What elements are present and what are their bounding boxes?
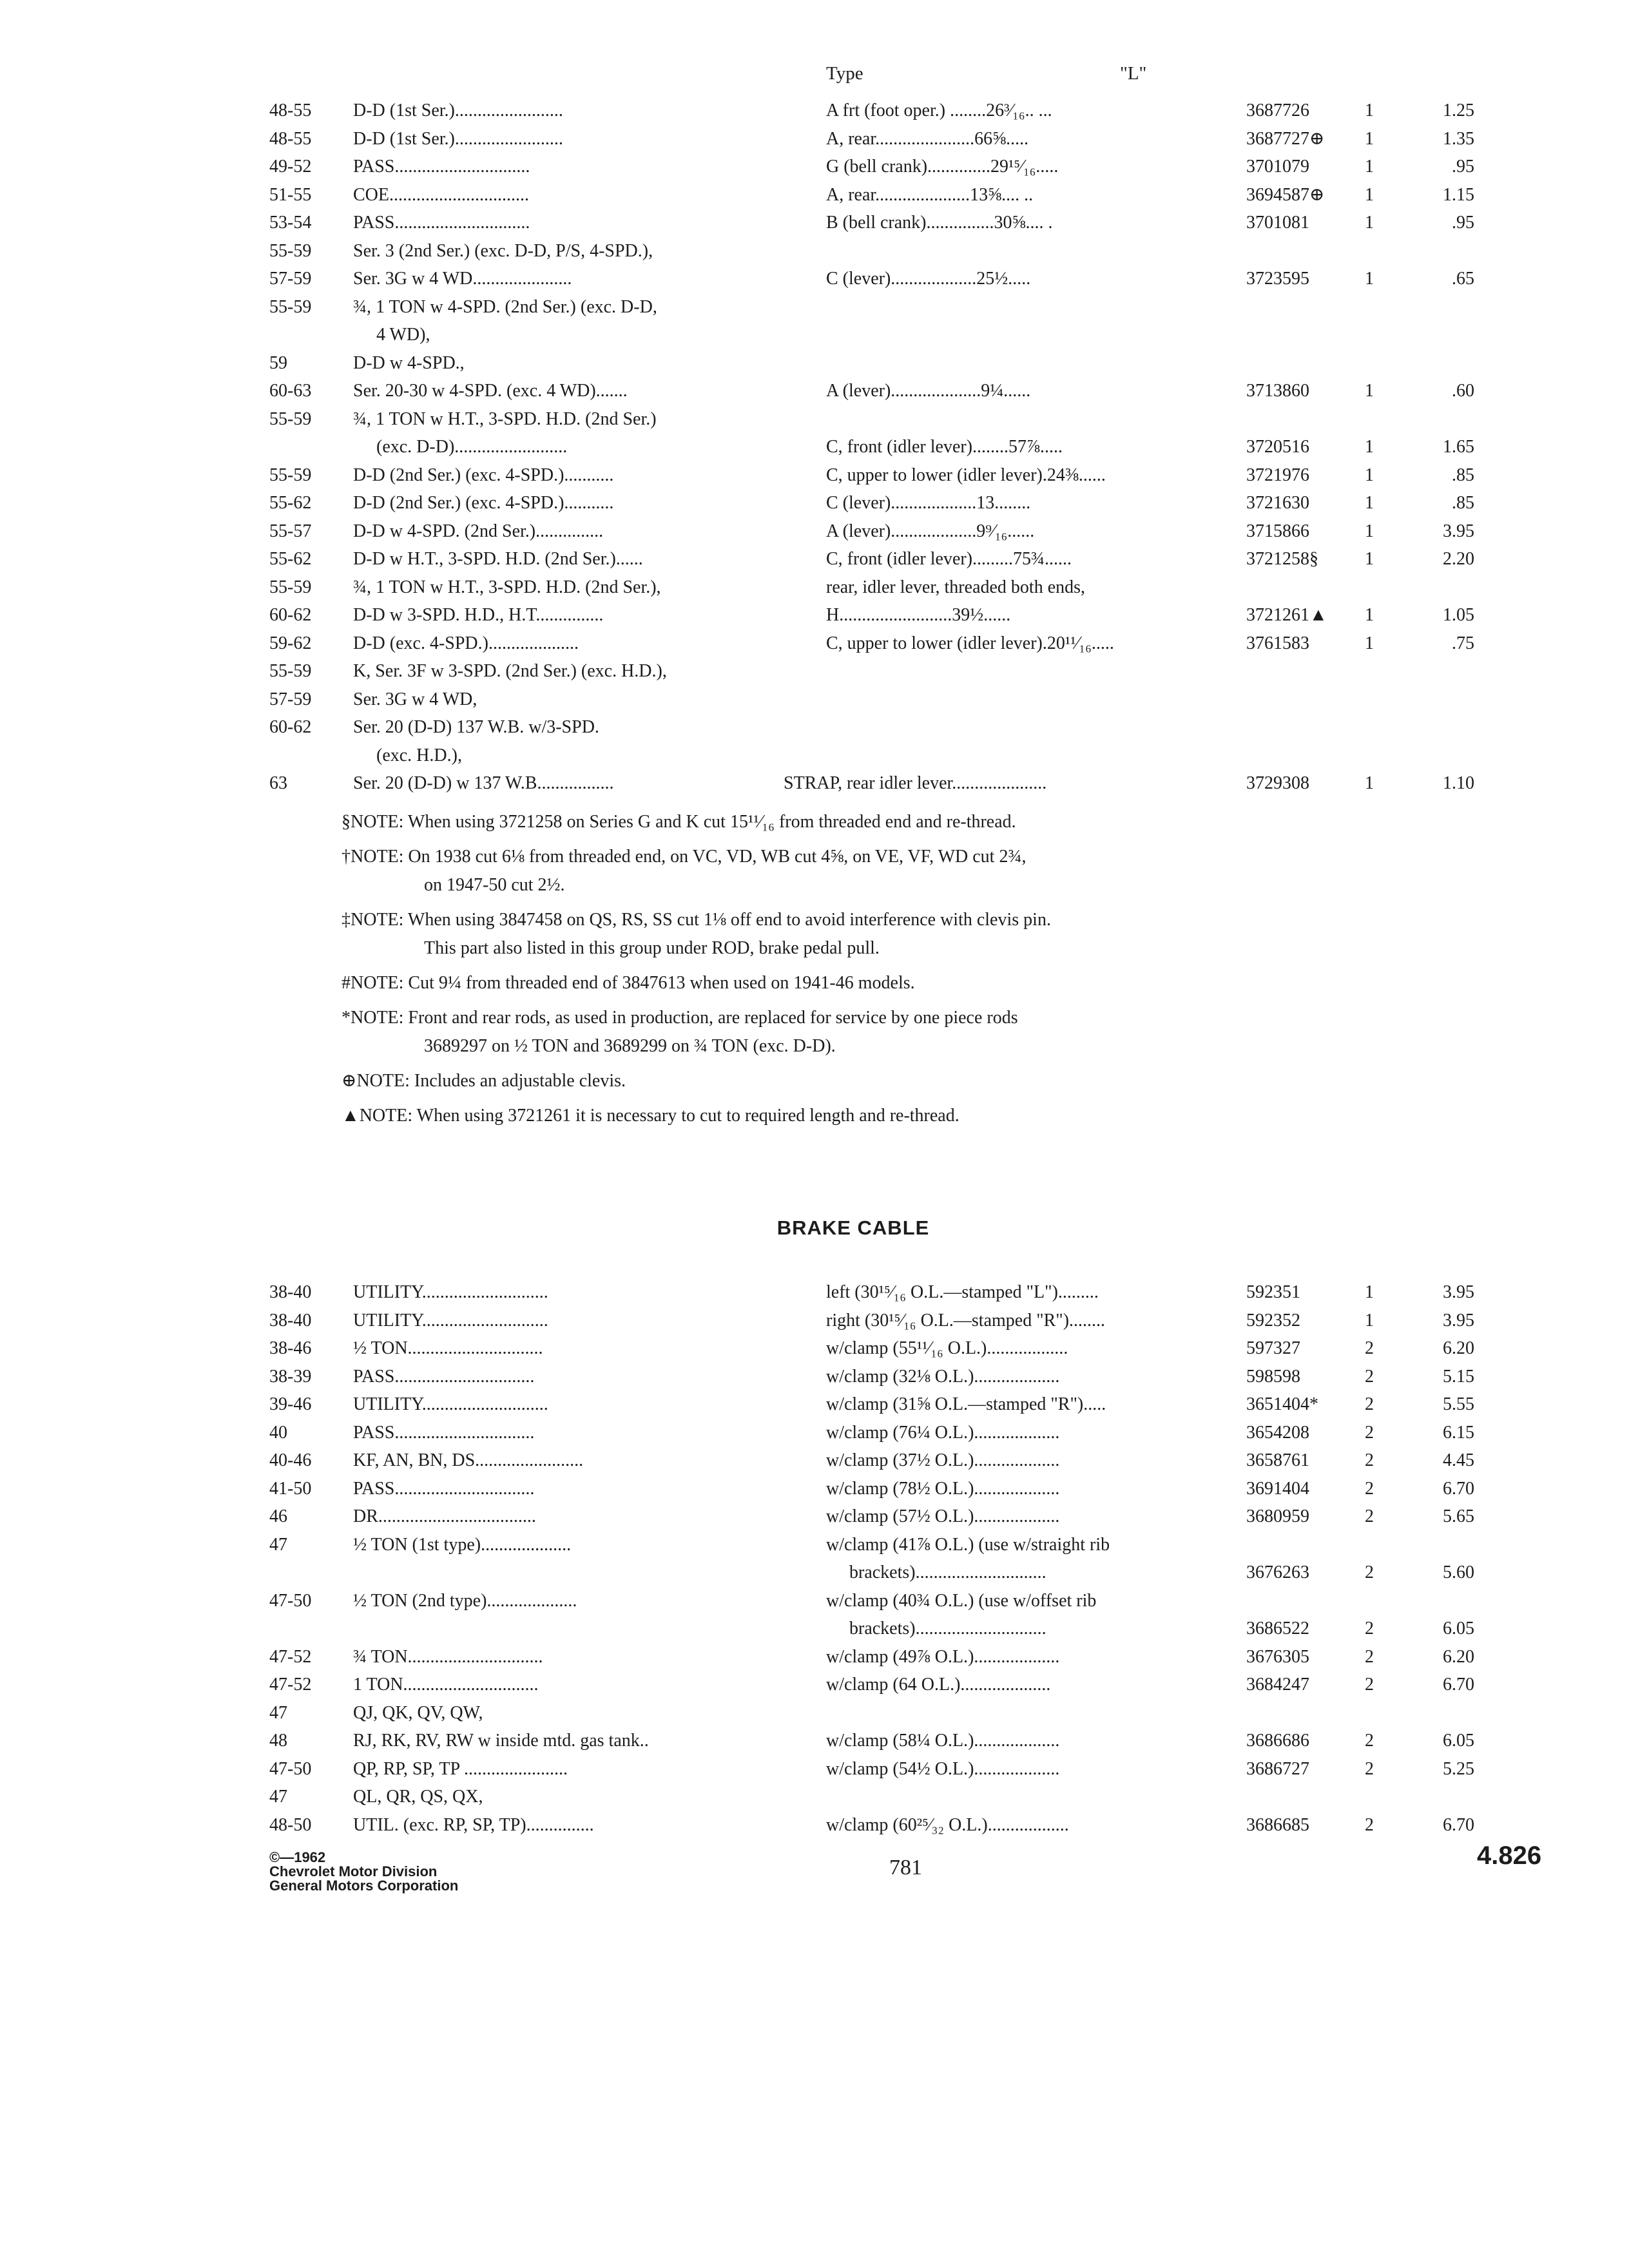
- year-cell: 55-62: [269, 493, 312, 513]
- price-cell: 4.45: [1443, 1450, 1474, 1470]
- quantity-cell: 1: [1365, 184, 1374, 205]
- description-cell: C (lever)...................25½.....: [826, 269, 1031, 289]
- quantity-cell: 2: [1365, 1450, 1374, 1470]
- year-cell: 47: [269, 1787, 287, 1807]
- description-cell: C, front (idler lever)........57⅞.....: [826, 437, 1063, 457]
- table-row: [0, 657, 1629, 686]
- table-row: [0, 1475, 1629, 1503]
- table-row: [0, 713, 1629, 742]
- application-cell: D-D (1st Ser.)........................: [353, 101, 563, 120]
- table-row: [0, 1503, 1629, 1531]
- description-cell: w/clamp (32⅛ O.L.)...................: [826, 1366, 1060, 1387]
- application-cell: Ser. 20 (D-D) 137 W.B. w/3-SPD.: [353, 717, 599, 737]
- table-row: [0, 1531, 1629, 1559]
- part-number-cell: 3723595: [1246, 269, 1309, 289]
- price-cell: 1.35: [1443, 128, 1474, 149]
- quantity-cell: 2: [1365, 1506, 1374, 1526]
- part-number-cell: 3676305: [1246, 1646, 1309, 1667]
- table-row: [0, 293, 1629, 322]
- table-row: [0, 1671, 1629, 1699]
- table-row: [0, 181, 1629, 209]
- description-cell: C, upper to lower (idler lever).24⅜......: [826, 465, 1106, 485]
- price-cell: 6.70: [1443, 1478, 1474, 1499]
- table-row: [0, 1783, 1629, 1811]
- part-number-cell: 3715866: [1246, 521, 1309, 541]
- application-cell: D-D w 4-SPD.,: [353, 352, 465, 373]
- table-row: [0, 153, 1629, 181]
- description-cell: C, front (idler lever).........75¾......: [826, 549, 1072, 569]
- price-cell: .95: [1452, 157, 1474, 177]
- application-cell: ½ TON (1st type)....................: [353, 1534, 572, 1555]
- table-row: [0, 237, 1629, 265]
- price-cell: .75: [1452, 633, 1474, 653]
- description-cell: right (30¹⁵⁄₁₆ O.L.—stamped "R")........: [826, 1310, 1106, 1331]
- application-cell: D-D (2nd Ser.) (exc. 4-SPD.)...........: [353, 465, 614, 485]
- application-cell: D-D (exc. 4-SPD.)....................: [353, 633, 579, 653]
- price-cell: 3.95: [1443, 1310, 1474, 1331]
- application-cell: QP, RP, SP, TP .......................: [353, 1758, 568, 1779]
- quantity-cell: 2: [1365, 1422, 1374, 1443]
- note-continuation: This part also listed in this group under ROD, brake pedal pull.: [424, 938, 880, 958]
- table-row: [0, 1278, 1629, 1307]
- table-row: [0, 517, 1629, 546]
- year-cell: 48-50: [269, 1814, 312, 1835]
- table-row: [0, 489, 1629, 517]
- table-row: [0, 377, 1629, 405]
- part-number-cell: 3686522: [1246, 1619, 1309, 1639]
- table-row: [0, 349, 1629, 378]
- application-cell: KF, AN, BN, DS........................: [353, 1450, 584, 1470]
- note-item: [342, 843, 1269, 899]
- table-row: [0, 1699, 1629, 1727]
- description-cell: left (30¹⁵⁄₁₆ O.L.—stamped "L").........: [826, 1282, 1099, 1302]
- description-cell: A, rear......................66⅝.....: [826, 128, 1029, 149]
- description-cell: rear, idler lever, threaded both ends,: [826, 577, 1086, 597]
- description-cell: w/clamp (64 O.L.)....................: [826, 1675, 1051, 1695]
- part-number-cell: 3686685: [1246, 1814, 1309, 1835]
- quantity-cell: 2: [1365, 1338, 1374, 1358]
- year-cell: 60-63: [269, 381, 312, 401]
- description-cell: A (lever)...................9⁹⁄₁₆......: [826, 521, 1035, 541]
- year-cell: 48-55: [269, 101, 312, 120]
- table-row: [0, 545, 1629, 573]
- price-cell: .60: [1452, 381, 1474, 401]
- quantity-cell: 1: [1365, 381, 1374, 401]
- part-number-cell: 3721261▲: [1246, 605, 1327, 625]
- quantity-cell: 2: [1365, 1562, 1374, 1582]
- quantity-cell: 2: [1365, 1646, 1374, 1667]
- table-row: [0, 97, 1629, 125]
- year-cell: 48-55: [269, 128, 312, 149]
- brake-cable-table: [0, 1278, 1629, 1839]
- description-cell: w/clamp (76¼ O.L.)...................: [826, 1422, 1060, 1443]
- table-row: [0, 769, 1629, 798]
- table-row: [0, 461, 1629, 490]
- application-cell: 4 WD),: [376, 325, 430, 345]
- note-item: [342, 1067, 1269, 1095]
- description-cell: w/clamp (58¼ O.L.)...................: [826, 1731, 1060, 1751]
- part-number-cell: 3687726: [1246, 101, 1309, 120]
- table-row: [0, 686, 1629, 714]
- quantity-cell: 1: [1365, 157, 1374, 177]
- application-cell: QL, QR, QS, QX,: [353, 1787, 483, 1807]
- note-text: §NOTE: When using 3721258 on Series G and K cut 15¹¹⁄₁₆ from threaded end and re-thread.: [342, 812, 1016, 832]
- application-cell: (exc. H.D.),: [376, 745, 462, 765]
- application-cell: Ser. 20 (D-D) w 137 W.B.................: [353, 773, 614, 793]
- table-row: [0, 405, 1629, 434]
- table-row: [0, 1559, 1629, 1587]
- year-cell: 57-59: [269, 269, 312, 289]
- quantity-cell: 2: [1365, 1394, 1374, 1414]
- table-row: [0, 1587, 1629, 1615]
- year-cell: 59: [269, 352, 287, 373]
- part-number-cell: 598598: [1246, 1366, 1300, 1387]
- description-cell: w/clamp (31⅝ O.L.—stamped "R").....: [826, 1394, 1106, 1414]
- part-number-cell: 3658761: [1246, 1450, 1309, 1470]
- table-row: [0, 573, 1629, 602]
- note-text: †NOTE: On 1938 cut 6⅛ from threaded end, on VC, VD, WB cut 4⅝, on VE, VF, WD cut 2¾,: [342, 847, 1027, 867]
- part-number-cell: 3720516: [1246, 437, 1309, 457]
- table-row: [0, 321, 1629, 349]
- application-cell: ½ TON..............................: [353, 1338, 543, 1358]
- price-cell: 1.15: [1443, 184, 1474, 205]
- year-cell: 38-46: [269, 1338, 312, 1358]
- table-row: [0, 1419, 1629, 1447]
- application-cell: D-D w 4-SPD. (2nd Ser.)...............: [353, 521, 604, 541]
- year-cell: 48: [269, 1731, 287, 1751]
- part-number-cell: 3721976: [1246, 465, 1309, 485]
- price-cell: .85: [1452, 465, 1474, 485]
- application-cell: (exc. D-D).........................: [376, 437, 568, 457]
- l-column-header: "L": [1120, 63, 1147, 84]
- application-cell: COE...............................: [353, 184, 529, 205]
- price-cell: 5.65: [1443, 1506, 1474, 1526]
- quantity-cell: 1: [1365, 549, 1374, 569]
- quantity-cell: 2: [1365, 1814, 1374, 1835]
- quantity-cell: 1: [1365, 128, 1374, 149]
- price-cell: 6.05: [1443, 1619, 1474, 1639]
- table-row: [0, 1390, 1629, 1419]
- year-cell: 47-52: [269, 1646, 312, 1667]
- table-row: [0, 601, 1629, 629]
- quantity-cell: 1: [1365, 213, 1374, 233]
- table-row: [0, 265, 1629, 293]
- quantity-cell: 1: [1365, 269, 1374, 289]
- table-row: [0, 209, 1629, 237]
- description-cell: C (lever)...................13........: [826, 493, 1031, 513]
- year-cell: 38-39: [269, 1366, 312, 1387]
- note-continuation: 3689297 on ½ TON and 3689299 on ¾ TON (exc. D-D).: [424, 1036, 836, 1056]
- price-cell: 5.55: [1443, 1394, 1474, 1414]
- year-cell: 55-59: [269, 296, 312, 317]
- application-cell: D-D (1st Ser.)........................: [353, 128, 563, 149]
- quantity-cell: 2: [1365, 1478, 1374, 1499]
- part-number-cell: 3701079: [1246, 157, 1309, 177]
- part-number-cell: 3687727⊕: [1246, 128, 1325, 149]
- quantity-cell: 1: [1365, 493, 1374, 513]
- price-cell: 6.70: [1443, 1675, 1474, 1695]
- application-cell: 1 TON..............................: [353, 1675, 539, 1695]
- quantity-cell: 1: [1365, 465, 1374, 485]
- description-cell: H.........................39½......: [826, 605, 1011, 625]
- price-cell: 3.95: [1443, 521, 1474, 541]
- year-cell: 55-57: [269, 521, 312, 541]
- application-cell: K, Ser. 3F w 3-SPD. (2nd Ser.) (exc. H.D.),: [353, 661, 667, 681]
- price-cell: 6.20: [1443, 1338, 1474, 1358]
- year-cell: 55-59: [269, 240, 312, 261]
- quantity-cell: 2: [1365, 1619, 1374, 1639]
- price-cell: 1.25: [1443, 101, 1474, 120]
- description-cell: C, upper to lower (idler lever).20¹¹⁄₁₆.....: [826, 633, 1114, 653]
- part-number-cell: 592352: [1246, 1310, 1300, 1331]
- application-cell: UTILITY............................: [353, 1310, 548, 1331]
- description-cell: w/clamp (60²⁵⁄₃₂ O.L.)..................: [826, 1814, 1069, 1835]
- price-cell: 5.60: [1443, 1562, 1474, 1582]
- part-number-cell: 3686727: [1246, 1758, 1309, 1779]
- description-cell: STRAP, rear idler lever.....................: [784, 773, 1047, 793]
- year-cell: 60-62: [269, 717, 312, 737]
- description-cell: w/clamp (57½ O.L.)...................: [826, 1506, 1060, 1526]
- table-row: [0, 742, 1629, 770]
- year-cell: 57-59: [269, 689, 312, 709]
- price-cell: .65: [1452, 269, 1474, 289]
- year-cell: 40-46: [269, 1450, 312, 1470]
- part-number-cell: 3691404: [1246, 1478, 1309, 1499]
- table-row: [0, 433, 1629, 461]
- description-cell: A (lever)....................9¼......: [826, 381, 1031, 401]
- price-cell: 6.70: [1443, 1814, 1474, 1835]
- table-row: [0, 1811, 1629, 1840]
- year-cell: 53-54: [269, 213, 312, 233]
- application-cell: Ser. 20-30 w 4-SPD. (exc. 4 WD).......: [353, 381, 628, 401]
- year-cell: 55-59: [269, 408, 312, 429]
- part-number-cell: 597327: [1246, 1338, 1300, 1358]
- quantity-cell: 1: [1365, 1282, 1374, 1302]
- brake-rod-table: [0, 97, 1629, 798]
- quantity-cell: 1: [1365, 1310, 1374, 1331]
- price-cell: .95: [1452, 213, 1474, 233]
- quantity-cell: 2: [1365, 1731, 1374, 1751]
- description-cell: w/clamp (78½ O.L.)...................: [826, 1478, 1060, 1499]
- price-cell: 2.20: [1443, 549, 1474, 569]
- application-cell: RJ, RK, RV, RW w inside mtd. gas tank..: [353, 1731, 649, 1751]
- application-cell: ¾, 1 TON w H.T., 3-SPD. H.D. (2nd Ser.),: [353, 577, 661, 597]
- division-name: Chevrolet Motor Division: [269, 1863, 438, 1879]
- price-cell: 6.15: [1443, 1422, 1474, 1443]
- note-text: #NOTE: Cut 9¼ from threaded end of 3847613 when used on 1941-46 models.: [342, 973, 915, 993]
- description-cell: w/clamp (37½ O.L.)...................: [826, 1450, 1060, 1470]
- year-cell: 63: [269, 773, 287, 793]
- table-row: [0, 1446, 1629, 1475]
- description-cell: brackets).............................: [849, 1562, 1046, 1582]
- year-cell: 55-59: [269, 661, 312, 681]
- application-cell: UTILITY............................: [353, 1394, 548, 1414]
- part-number-cell: 3680959: [1246, 1506, 1309, 1526]
- part-number-cell: 3729308: [1246, 773, 1309, 793]
- part-number-cell: 3654208: [1246, 1422, 1309, 1443]
- year-cell: 38-40: [269, 1282, 312, 1302]
- note-text: ⊕NOTE: Includes an adjustable clevis.: [342, 1071, 626, 1091]
- year-cell: 47-50: [269, 1758, 312, 1779]
- type-column-header: Type: [826, 63, 863, 84]
- price-cell: 6.20: [1443, 1646, 1474, 1667]
- year-cell: 46: [269, 1506, 287, 1526]
- application-cell: Ser. 3 (2nd Ser.) (exc. D-D, P/S, 4-SPD.),: [353, 240, 653, 261]
- year-cell: 41-50: [269, 1478, 312, 1499]
- part-number-cell: 3651404*: [1246, 1394, 1318, 1414]
- table-row: [0, 1755, 1629, 1783]
- brake-cable-heading: BRAKE CABLE: [776, 1216, 930, 1239]
- application-cell: QJ, QK, QV, QW,: [353, 1702, 483, 1723]
- table-row: [0, 125, 1629, 153]
- description-cell: B (bell crank)...............30⅝.... .: [826, 213, 1053, 233]
- year-cell: 51-55: [269, 184, 312, 205]
- description-cell: w/clamp (55¹¹⁄₁₆ O.L.)..................: [826, 1338, 1068, 1358]
- description-cell: w/clamp (49⅞ O.L.)...................: [826, 1646, 1060, 1667]
- table-row: [0, 1727, 1629, 1755]
- application-cell: ¾, 1 TON w H.T., 3-SPD. H.D. (2nd Ser.): [353, 408, 657, 429]
- part-number-cell: 3701081: [1246, 213, 1309, 233]
- application-cell: ¾, 1 TON w 4-SPD. (2nd Ser.) (exc. D-D,: [353, 296, 657, 317]
- description-cell: w/clamp (54½ O.L.)...................: [826, 1758, 1060, 1779]
- description-cell: w/clamp (41⅞ O.L.) (use w/straight rib: [826, 1534, 1110, 1555]
- table-row: [0, 1363, 1629, 1391]
- price-cell: 6.05: [1443, 1731, 1474, 1751]
- year-cell: 47: [269, 1534, 287, 1555]
- application-cell: PASS..............................: [353, 157, 530, 177]
- price-cell: 1.05: [1443, 605, 1474, 625]
- price-cell: .85: [1452, 493, 1474, 513]
- quantity-cell: 1: [1365, 633, 1374, 653]
- quantity-cell: 2: [1365, 1675, 1374, 1695]
- part-number-cell: 3684247: [1246, 1675, 1309, 1695]
- table-row: [0, 1615, 1629, 1643]
- year-cell: 38-40: [269, 1310, 312, 1331]
- application-cell: Ser. 3G w 4 WD......................: [353, 269, 572, 289]
- application-cell: DR...................................: [353, 1506, 536, 1526]
- year-cell: 39-46: [269, 1394, 312, 1414]
- note-text: ▲NOTE: When using 3721261 it is necessary to cut to required length and re-thread.: [342, 1106, 959, 1126]
- price-cell: 5.25: [1443, 1758, 1474, 1779]
- note-item: [342, 969, 1269, 997]
- sheet-number: 4.826: [1477, 1841, 1542, 1870]
- description-cell: brackets).............................: [849, 1619, 1046, 1639]
- note-text: *NOTE: Front and rear rods, as used in production, are replaced for service by one piece rods: [342, 1008, 1018, 1028]
- part-number-cell: 592351: [1246, 1282, 1300, 1302]
- part-number-cell: 3694587⊕: [1246, 184, 1325, 205]
- application-cell: Ser. 3G w 4 WD,: [353, 689, 477, 709]
- application-cell: ½ TON (2nd type)....................: [353, 1590, 577, 1611]
- quantity-cell: 1: [1365, 521, 1374, 541]
- price-cell: 1.10: [1443, 773, 1474, 793]
- year-cell: 55-62: [269, 549, 312, 569]
- application-cell: PASS...............................: [353, 1478, 535, 1499]
- part-number-cell: 3676263: [1246, 1562, 1309, 1582]
- application-cell: D-D w 3-SPD. H.D., H.T...............: [353, 605, 604, 625]
- price-cell: 3.95: [1443, 1282, 1474, 1302]
- application-cell: PASS...............................: [353, 1422, 535, 1443]
- description-cell: w/clamp (40¾ O.L.) (use w/offset rib: [826, 1590, 1097, 1611]
- note-text: ‡NOTE: When using 3847458 on QS, RS, SS cut 1⅛ off end to avoid interference with clevis pin.: [342, 910, 1051, 930]
- application-cell: UTIL. (exc. RP, SP, TP)...............: [353, 1814, 594, 1835]
- year-cell: 40: [269, 1422, 287, 1443]
- part-number-cell: 3713860: [1246, 381, 1309, 401]
- page-number: 781: [889, 1856, 922, 1879]
- quantity-cell: 1: [1365, 101, 1374, 120]
- quantity-cell: 1: [1365, 605, 1374, 625]
- description-cell: A frt (foot oper.) ........26³⁄₁₆.. ...: [826, 101, 1052, 120]
- application-cell: PASS...............................: [353, 1366, 535, 1387]
- notes-block: [342, 808, 1269, 1137]
- quantity-cell: 1: [1365, 773, 1374, 793]
- quantity-cell: 2: [1365, 1758, 1374, 1779]
- quantity-cell: 2: [1365, 1366, 1374, 1387]
- corporation-name: General Motors Corporation: [269, 1878, 459, 1894]
- price-cell: 5.15: [1443, 1366, 1474, 1387]
- note-item: [342, 1004, 1269, 1061]
- table-row: [0, 1334, 1629, 1363]
- year-cell: 47: [269, 1702, 287, 1723]
- note-item: [342, 1102, 1269, 1130]
- note-continuation: on 1947-50 cut 2½.: [424, 875, 565, 895]
- table-row: [0, 629, 1629, 658]
- year-cell: 47-52: [269, 1675, 312, 1695]
- year-cell: 55-59: [269, 465, 312, 485]
- description-cell: A, rear.....................13⅝.... ..: [826, 184, 1034, 205]
- part-number-cell: 3686686: [1246, 1731, 1309, 1751]
- table-row: [0, 1643, 1629, 1671]
- year-cell: 60-62: [269, 605, 312, 625]
- year-cell: 59-62: [269, 633, 312, 653]
- application-cell: ¾ TON..............................: [353, 1646, 543, 1667]
- year-cell: 55-59: [269, 577, 312, 597]
- note-item: [342, 808, 1269, 836]
- description-cell: G (bell crank)..............29¹⁵⁄₁₆.....: [826, 157, 1059, 177]
- part-number-cell: 3721258§: [1246, 549, 1318, 569]
- quantity-cell: 1: [1365, 437, 1374, 457]
- part-number-cell: 3761583: [1246, 633, 1309, 653]
- part-number-cell: 3721630: [1246, 493, 1309, 513]
- table-row: [0, 1307, 1629, 1335]
- price-cell: 1.65: [1443, 437, 1474, 457]
- year-cell: 49-52: [269, 157, 312, 177]
- copyright: ©—1962: [269, 1849, 326, 1865]
- footer-credits: [269, 1850, 458, 1893]
- note-item: [342, 906, 1269, 963]
- application-cell: PASS..............................: [353, 213, 530, 233]
- application-cell: D-D (2nd Ser.) (exc. 4-SPD.)...........: [353, 493, 614, 513]
- application-cell: UTILITY............................: [353, 1282, 548, 1302]
- year-cell: 47-50: [269, 1590, 312, 1611]
- application-cell: D-D w H.T., 3-SPD. H.D. (2nd Ser.)......: [353, 549, 643, 569]
